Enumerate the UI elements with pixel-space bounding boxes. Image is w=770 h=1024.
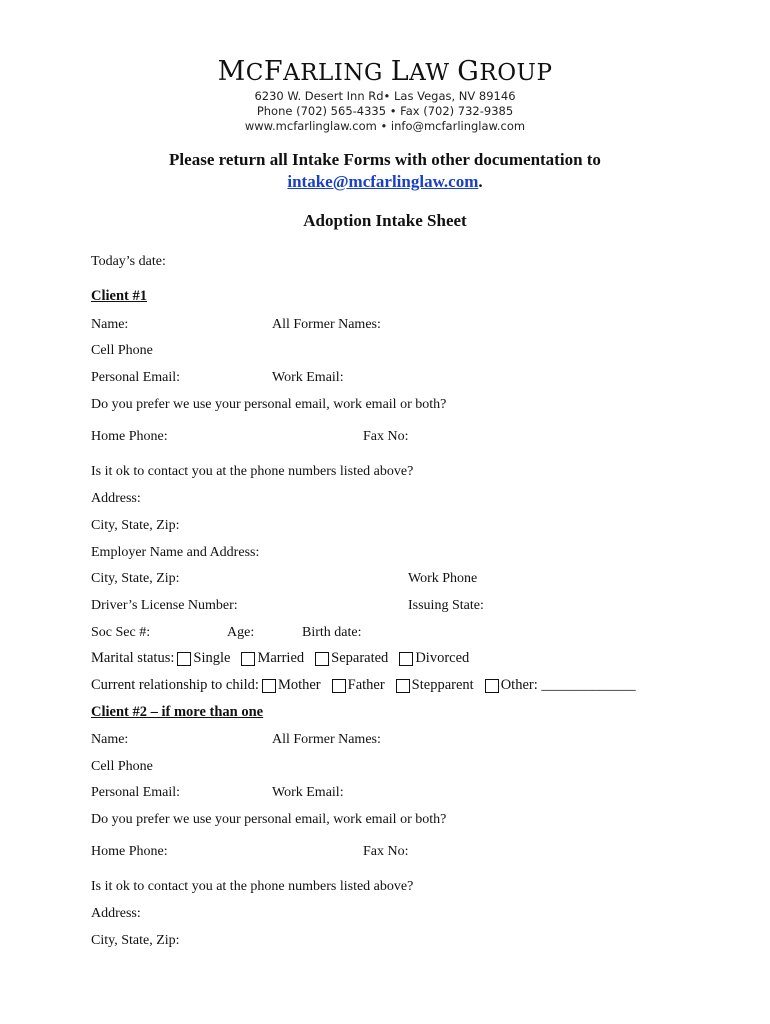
option-label: Separated	[331, 650, 389, 666]
checkbox[interactable]	[332, 679, 346, 693]
client2-name-field[interactable]: Name:	[91, 732, 129, 747]
client1-dl-number-field[interactable]: Driver’s License Number:	[91, 598, 238, 613]
client1-issuing-state-field[interactable]: Issuing State:	[408, 598, 484, 613]
option-label: Single	[193, 650, 231, 666]
checkbox[interactable]	[485, 679, 499, 693]
todays-date-field[interactable]: Today’s date:	[91, 254, 166, 269]
client1-ssn-field[interactable]: Soc Sec #:	[91, 625, 151, 640]
client1-name-field[interactable]: Name:	[91, 317, 129, 332]
option-label: Father	[347, 677, 385, 693]
firm-name-text: MCFARLING LAW GROUP	[217, 56, 553, 87]
firm-name	[0, 56, 770, 87]
client1-home-phone-field[interactable]: Home Phone:	[91, 429, 168, 444]
client2-personal-email-field[interactable]: Personal Email:	[91, 785, 181, 800]
client1-age-field[interactable]: Age:	[227, 625, 255, 640]
client2-prefer-email-question[interactable]: Do you prefer we use your personal email, work email or both?	[91, 812, 447, 827]
marital-option-divorced[interactable]	[399, 650, 469, 667]
option-label: Divorced	[415, 650, 470, 666]
checkbox[interactable]	[262, 679, 276, 693]
client2-fax-field[interactable]: Fax No:	[363, 844, 409, 859]
marital-option-married[interactable]	[241, 650, 304, 667]
client1-relationship-row	[91, 677, 636, 694]
option-label: Mother	[277, 677, 321, 693]
instruction-email-line	[0, 172, 770, 192]
relationship-option-other[interactable]	[485, 677, 636, 694]
client1-marital-status-row	[91, 650, 480, 667]
marital-status-label: Marital status:	[91, 650, 175, 666]
option-label: Married	[257, 650, 305, 666]
checkbox[interactable]	[177, 652, 191, 666]
client2-work-email-field[interactable]: Work Email:	[272, 785, 344, 800]
client1-work-email-field[interactable]: Work Email:	[272, 370, 344, 385]
instruction-period: .	[478, 172, 483, 191]
instruction-text: Please return all Intake Forms with other documentation to	[169, 150, 601, 169]
firm-phone-fax: Phone (702) 565-4335 • Fax (702) 732-9385	[256, 104, 514, 118]
checkbox[interactable]	[396, 679, 410, 693]
client1-ok-contact-question[interactable]: Is it ok to contact you at the phone numbers listed above?	[91, 464, 414, 479]
client2-ok-contact-question[interactable]: Is it ok to contact you at the phone numbers listed above?	[91, 879, 414, 894]
firm-web-email: www.mcfarlinglaw.com • info@mcfarlinglaw.com	[244, 119, 526, 133]
relationship-option-father[interactable]	[332, 677, 385, 694]
relationship-label: Current relationship to child:	[91, 677, 259, 693]
client2-cell-phone-field[interactable]: Cell Phone	[91, 759, 153, 774]
marital-option-single[interactable]	[177, 650, 230, 667]
checkbox[interactable]	[315, 652, 329, 666]
client1-prefer-email-question[interactable]: Do you prefer we use your personal email, work email or both?	[91, 397, 447, 412]
client2-heading: Client #2 – if more than one	[91, 704, 264, 720]
form-title: Adoption Intake Sheet	[303, 211, 467, 230]
client1-fax-field[interactable]: Fax No:	[363, 429, 409, 444]
relationship-option-mother[interactable]	[262, 677, 321, 694]
client1-heading: Client #1	[91, 288, 147, 304]
client1-personal-email-field[interactable]: Personal Email:	[91, 370, 181, 385]
client1-birth-date-field[interactable]: Birth date:	[302, 625, 362, 640]
marital-option-separated[interactable]	[315, 650, 388, 667]
client1-former-names-field[interactable]: All Former Names:	[272, 317, 381, 332]
client1-employer-field[interactable]: Employer Name and Address:	[91, 545, 260, 560]
client1-address-field[interactable]: Address:	[91, 491, 141, 506]
firm-address: 6230 W. Desert Inn Rd• Las Vegas, NV 89146	[254, 89, 516, 103]
option-label: Stepparent	[411, 677, 474, 693]
intake-email-link[interactable]: intake@mcfarlinglaw.com	[287, 172, 479, 191]
client2-home-phone-field[interactable]: Home Phone:	[91, 844, 168, 859]
client2-former-names-field[interactable]: All Former Names:	[272, 732, 381, 747]
client1-employer-city-field[interactable]: City, State, Zip:	[91, 571, 180, 586]
option-label: Other: _____________	[500, 677, 636, 693]
client1-work-phone-field[interactable]: Work Phone	[408, 571, 478, 586]
relationship-option-stepparent[interactable]	[396, 677, 474, 694]
checkbox[interactable]	[399, 652, 413, 666]
checkbox[interactable]	[241, 652, 255, 666]
client1-cell-phone-field[interactable]: Cell Phone	[91, 343, 153, 358]
client1-city-state-zip-field[interactable]: City, State, Zip:	[91, 518, 180, 533]
client2-address-field[interactable]: Address:	[91, 906, 141, 921]
client2-city-state-zip-field[interactable]: City, State, Zip:	[91, 933, 180, 948]
